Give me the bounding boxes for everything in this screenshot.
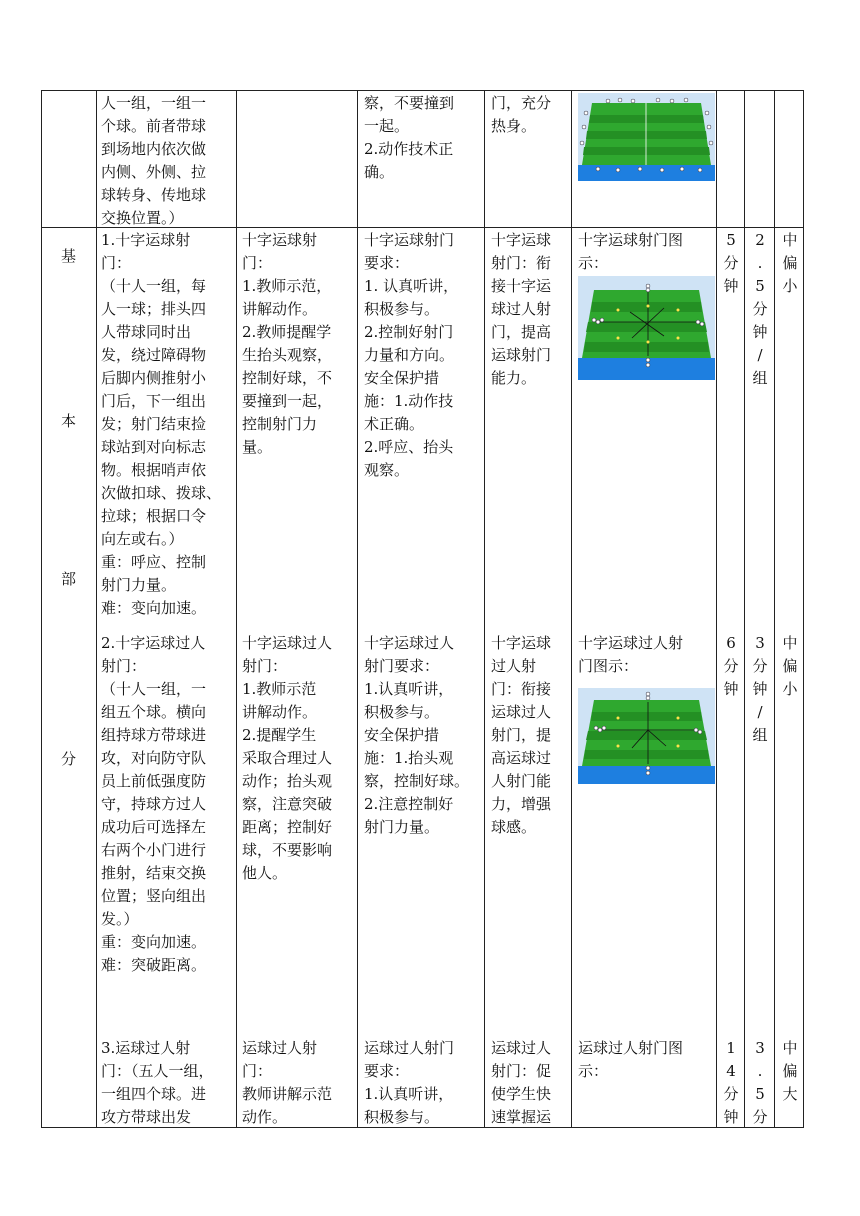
intensity-cell: 中 偏 小 xyxy=(782,231,798,295)
goal-cell: 门，充分 热身。 xyxy=(491,94,552,135)
pitch-diagram-cross-dribble-shot xyxy=(578,276,715,380)
content-cell: 人一组，一组一 个球。前者带球 到场地内依次做 内侧、外侧、拉 球转身、传地球 交换位置。） xyxy=(101,94,207,227)
diagram-label: 运球过人射门图 示： xyxy=(578,1039,684,1080)
goal-cell: 十字运球 过人射 门：衔接 运球过人 射门，提 高运球过 人射门能 力，增强 球感。 xyxy=(491,634,552,836)
time-cell: 1 4 分 钟 xyxy=(723,1039,739,1126)
student-cell: 十字运球射门 要求： 1. 认真听讲， 积极参与。 2.控制好射门 力量和方向。 安全保护措 施：1.动作技 术正确。 2.呼应、抬头 观察。 xyxy=(364,231,459,479)
pitch-diagram-cross-dribble-pass xyxy=(578,688,715,784)
teacher-cell: 十字运球射 门： 1.教师示范， 讲解动作。 2.教师提醒学 生抬头观察， 控制好球，不 要撞到一起， 控制射门力 量。 xyxy=(242,231,333,456)
diagram-label: 十字运球过人射 门图示： xyxy=(578,634,684,675)
student-cell: 运球过人射门 要求： 1.认真听讲， 积极参与。 xyxy=(364,1039,455,1126)
reps-cell: 3 . 5 分 xyxy=(752,1039,768,1126)
section-label-char: 部 xyxy=(60,570,76,588)
pitch-diagram-warmup xyxy=(578,93,715,181)
content-cell: 1.十字运球射 门： （十人一组，每 人一球；排头四 人带球同时出 发，绕过障碍物 后脚内侧推射小 门后，下一组出 发；射门结束捡 球站到对向标志 物。根据哨声依 次做扣球、拨球、 拉球；根据口令 向左或右。） 重：呼应、控制 射门力量。 难：变向加速。 xyxy=(101,231,222,617)
time-cell: 6 分 钟 xyxy=(723,634,739,698)
reps-cell: 2 . 5 分 钟 / 组 xyxy=(752,231,768,387)
content-cell: 3.运球过人射 门：（五人一组， 一组四个球。进 攻方带球出发 xyxy=(101,1039,214,1126)
reps-cell: 3 分 钟 / 组 xyxy=(752,634,768,744)
goal-cell: 十字运球 射门：衔 接十字运 球过人射 门，提高 运球射门 能力。 xyxy=(491,231,552,387)
teacher-cell: 十字运球过人 射门： 1.教师示范 讲解动作。 2.提醒学生 采取合理过人 动作；抬头观 察，注意突破 距离；控制好 球，不要影响 他人。 xyxy=(242,634,333,882)
section-label-char: 分 xyxy=(60,750,76,768)
student-cell: 十字运球过人 射门要求： 1.认真听讲， 积极参与。 安全保护措 施：1.抬头观 察，控制好球。 2.注意控制好 射门力量。 xyxy=(364,634,470,836)
content-cell: 2.十字运球过人 射门： （十人一组，一 组五个球。横向 组持球方带球进 攻，对向防守队 员上前低强度防 守，持球方过人 成功后可选择左 右两个小门进行 推射，结束交换 位置；竖向组出 发。） 重：变向加速。 难：突破距离。 xyxy=(101,634,207,974)
section-label-char: 本 xyxy=(60,412,76,430)
section-label-char: 基 xyxy=(60,247,76,265)
intensity-cell: 中 偏 小 xyxy=(782,634,798,698)
teacher-cell: 运球过人射 门： 教师讲解示范 动作。 xyxy=(242,1039,333,1126)
diagram-label: 十字运球射门图 示： xyxy=(578,231,684,272)
goal-cell: 运球过人 射门：促 使学生快 速掌握运 xyxy=(491,1039,552,1126)
time-cell: 5 分 钟 xyxy=(723,231,739,295)
student-cell: 察，不要撞到 一起。 2.动作技术正 确。 xyxy=(364,94,455,181)
intensity-cell: 中 偏 大 xyxy=(782,1039,798,1103)
